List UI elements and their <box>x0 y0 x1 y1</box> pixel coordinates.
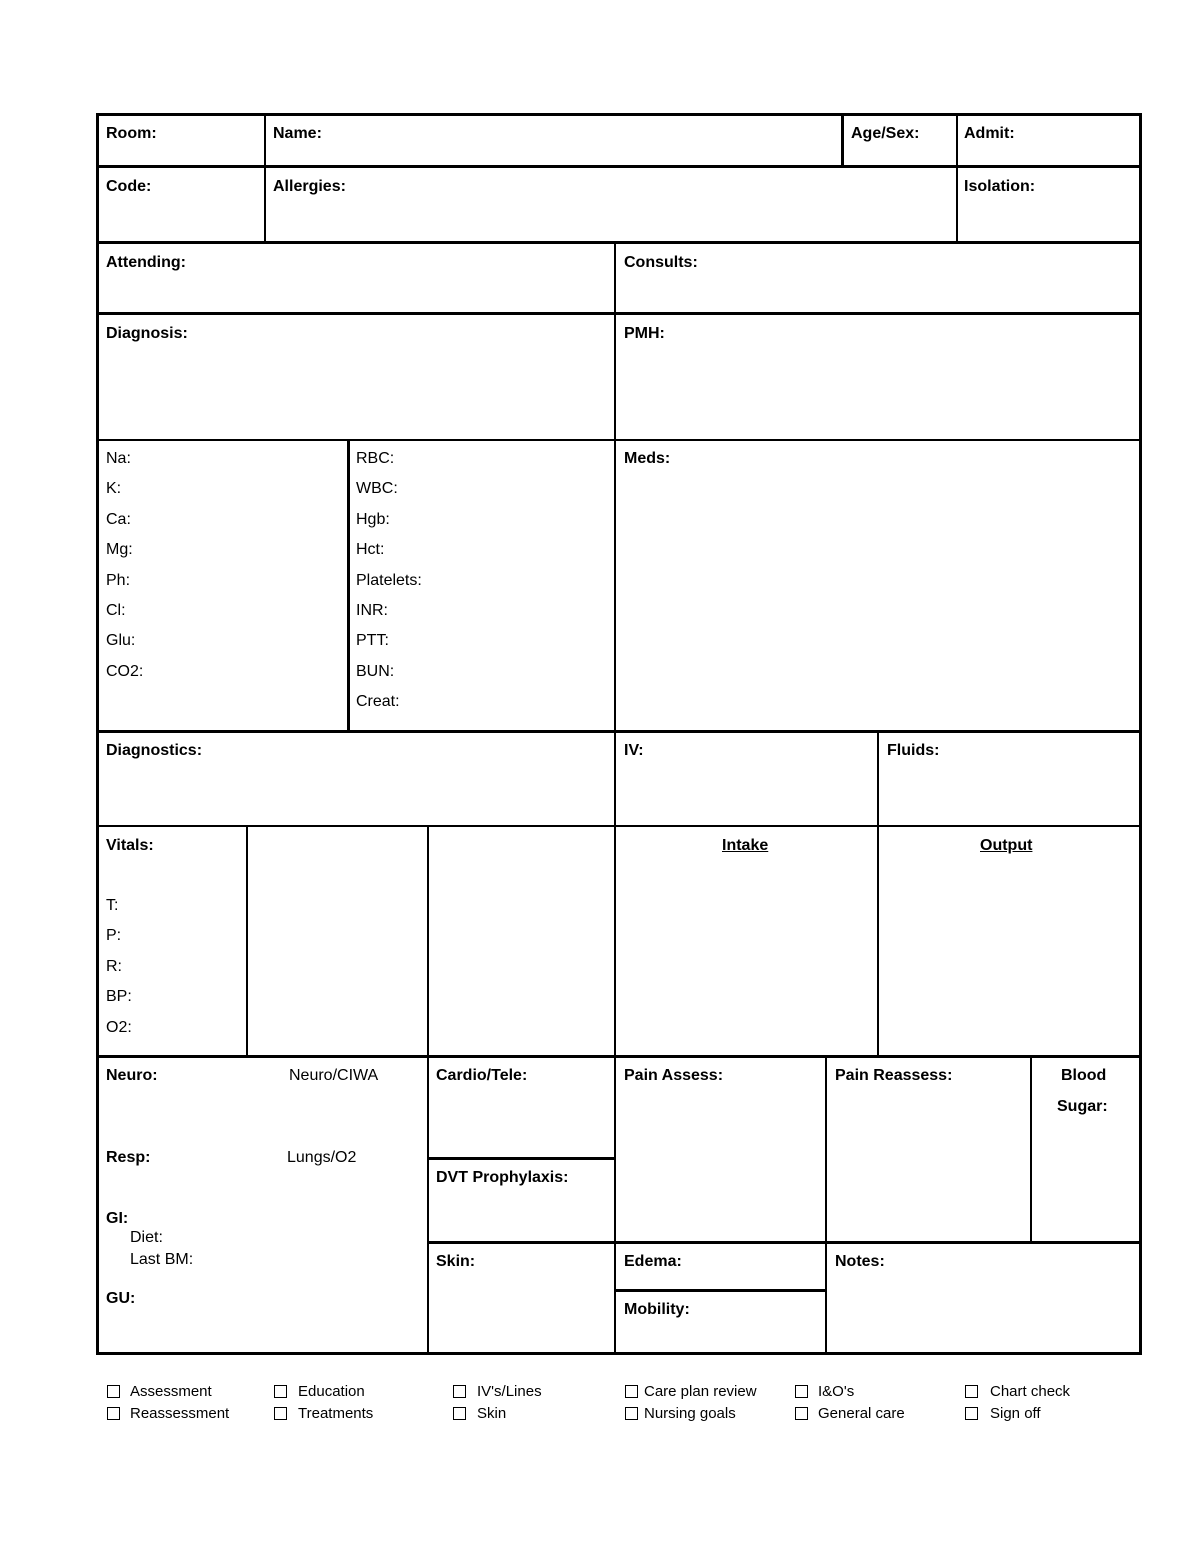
checkbox-care-plan-review[interactable] <box>625 1385 638 1398</box>
diagnosis-label: Diagnosis: <box>106 325 188 342</box>
blood-label: Blood <box>1061 1067 1107 1084</box>
divider-h <box>96 439 1142 441</box>
lab-item: Creat: <box>356 693 400 711</box>
dvt-prophylaxis-label: DVT Prophylaxis: <box>436 1169 569 1186</box>
lab-item: Ph: <box>106 571 131 589</box>
age-sex-label: Age/Sex: <box>851 125 920 142</box>
iv-label: IV: <box>624 742 644 759</box>
lab-item: PTT: <box>356 632 389 650</box>
border-left <box>96 113 99 1355</box>
divider-h <box>96 241 1142 244</box>
chem-labs-list <box>106 444 143 687</box>
lungs-o2-label: Lungs/O2 <box>287 1149 357 1166</box>
divider-h <box>427 1157 615 1160</box>
divider-v <box>956 113 958 243</box>
vitals-list <box>106 891 132 1043</box>
divider-h <box>96 1055 1142 1058</box>
checkbox-nursing-goals[interactable] <box>625 1407 638 1420</box>
edema-label: Edema: <box>624 1253 682 1270</box>
checkbox-general-care[interactable] <box>795 1407 808 1420</box>
attending-label: Attending: <box>106 254 186 271</box>
lab-item: Hgb: <box>356 510 390 528</box>
name-label: Name: <box>273 125 322 142</box>
lab-item: Glu: <box>106 632 136 650</box>
vital-item: O2: <box>106 1018 132 1036</box>
checklist-label: Treatments <box>298 1405 374 1422</box>
checklist-label: Skin <box>477 1405 507 1422</box>
lab-item: WBC: <box>356 480 398 498</box>
output-header: Output <box>980 837 1033 854</box>
lab-item: Mg: <box>106 541 133 559</box>
border-top <box>96 113 1142 116</box>
checklist-label: Chart check <box>990 1383 1071 1400</box>
room-label: Room: <box>106 125 157 142</box>
diet-label: Diet: <box>130 1229 163 1246</box>
checkbox-ivs-lines[interactable] <box>453 1385 466 1398</box>
last-bm-label: Last BM: <box>130 1251 194 1268</box>
checklist-label: General care <box>818 1405 905 1422</box>
intake-header: Intake <box>722 837 769 854</box>
border-right <box>1139 113 1142 1355</box>
checkbox-chart-check[interactable] <box>965 1385 978 1398</box>
checklist-label: Care plan review <box>644 1383 757 1400</box>
vital-item: R: <box>106 957 122 975</box>
neuro-label: Neuro: <box>106 1067 158 1084</box>
lab-item: Hct: <box>356 541 385 559</box>
divider-v <box>427 825 429 1355</box>
neuro-ciwa-label: Neuro/CIWA <box>289 1067 379 1084</box>
checkbox-skin[interactable] <box>453 1407 466 1420</box>
divider-h <box>427 1241 1142 1244</box>
border-bottom <box>96 1352 1142 1355</box>
divider-h <box>96 312 1142 315</box>
divider-h <box>96 730 1142 733</box>
admit-label: Admit: <box>964 125 1015 142</box>
checklist-label: Nursing goals <box>644 1405 736 1422</box>
notes-label: Notes: <box>835 1253 885 1270</box>
code-label: Code: <box>106 178 152 195</box>
pain-assess-label: Pain Assess: <box>624 1067 724 1084</box>
lab-item: Ca: <box>106 510 131 528</box>
cardio-tele-label: Cardio/Tele: <box>436 1067 528 1084</box>
fluids-label: Fluids: <box>887 742 940 759</box>
sugar-label: Sugar: <box>1057 1098 1108 1115</box>
vital-item: P: <box>106 927 122 945</box>
vital-item: T: <box>106 897 119 914</box>
consults-label: Consults: <box>624 254 698 271</box>
gu-label: GU: <box>106 1290 136 1307</box>
checklist-label: IV's/Lines <box>477 1383 542 1400</box>
checklist-label: Reassessment <box>130 1405 230 1422</box>
divider-h <box>96 165 1142 168</box>
checklist-label: Education <box>298 1383 365 1400</box>
gi-label: GI: <box>106 1210 129 1227</box>
checklist-label: Assessment <box>130 1383 212 1400</box>
lab-item: K: <box>106 480 122 498</box>
divider-v <box>614 241 616 1355</box>
divider-v <box>347 439 350 732</box>
vitals-label: Vitals: <box>106 837 154 854</box>
divider-v <box>246 825 248 1057</box>
divider-v <box>877 730 879 1057</box>
pmh-label: PMH: <box>624 325 665 342</box>
checklist-label: I&O's <box>818 1383 855 1400</box>
divider-h <box>96 825 1142 827</box>
checklist-label: Sign off <box>990 1405 1041 1422</box>
vital-item: BP: <box>106 988 132 1006</box>
heme-labs-list <box>356 444 422 718</box>
skin-label: Skin: <box>436 1253 476 1270</box>
lab-item: CO2: <box>106 662 144 680</box>
checkbox-i-and-os[interactable] <box>795 1385 808 1398</box>
resp-label: Resp: <box>106 1149 151 1166</box>
mobility-label: Mobility: <box>624 1301 690 1318</box>
divider-h <box>615 1289 827 1292</box>
lab-item: Na: <box>106 450 131 467</box>
divider-v <box>841 113 844 167</box>
lab-item: Cl: <box>106 601 126 619</box>
divider-v <box>825 1055 827 1355</box>
pain-reassess-label: Pain Reassess: <box>835 1067 953 1084</box>
checkbox-sign-off[interactable] <box>965 1407 978 1420</box>
divider-v <box>1030 1055 1032 1243</box>
diagnostics-label: Diagnostics: <box>106 742 203 759</box>
lab-item: Platelets: <box>356 571 422 589</box>
lab-item: RBC: <box>356 450 395 467</box>
isolation-label: Isolation: <box>964 178 1036 195</box>
checkbox-assessment[interactable] <box>107 1385 120 1398</box>
checkbox-education[interactable] <box>274 1385 287 1398</box>
meds-label: Meds: <box>624 450 671 467</box>
lab-item: BUN: <box>356 662 395 680</box>
lab-item: INR: <box>356 601 388 619</box>
checkbox-reassessment[interactable] <box>107 1407 120 1420</box>
divider-v <box>264 113 266 243</box>
allergies-label: Allergies: <box>273 178 346 195</box>
checkbox-treatments[interactable] <box>274 1407 287 1420</box>
